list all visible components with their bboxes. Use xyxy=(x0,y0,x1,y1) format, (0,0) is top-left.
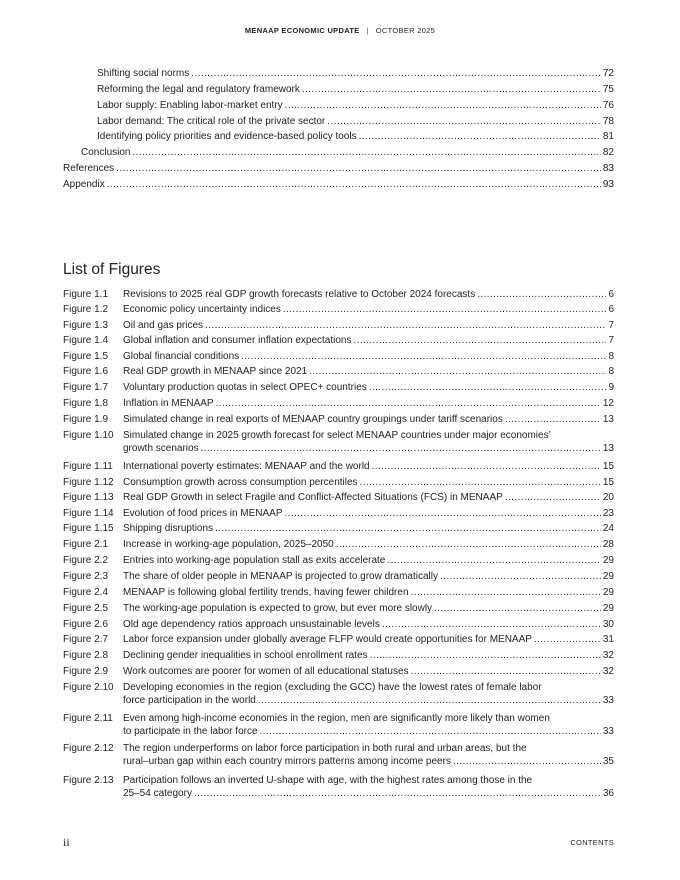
figure-entry[interactable] xyxy=(63,571,614,584)
figure-entry[interactable] xyxy=(63,366,614,379)
figure-label: Figure 2.8 xyxy=(63,650,109,661)
dot-leader xyxy=(258,695,601,708)
figure-label: Figure 1.1 xyxy=(63,289,109,300)
dot-leader xyxy=(132,147,600,159)
figure-page-number: 8 xyxy=(608,351,614,362)
figure-title: force participation in the world xyxy=(123,694,256,706)
figure-label: Figure 2.13 xyxy=(63,775,114,786)
figure-page-number: 9 xyxy=(608,382,614,393)
dot-leader xyxy=(411,587,601,600)
toc-entry[interactable] xyxy=(63,179,614,191)
dot-leader xyxy=(285,100,601,112)
toc-page-number: 83 xyxy=(602,163,614,174)
figure-label: Figure 1.2 xyxy=(63,304,109,315)
page-number: ii xyxy=(63,835,70,849)
figure-title: Real GDP growth in MENAAP since 2021 xyxy=(123,366,308,377)
toc-entry[interactable] xyxy=(97,116,614,128)
figure-label: Figure 1.3 xyxy=(63,320,109,331)
figure-page-number: 15 xyxy=(602,461,614,472)
figure-title: MENAAP is following global fertility trends, having fewer children xyxy=(123,587,409,598)
figure-entry[interactable] xyxy=(63,382,614,395)
figure-label: Figure 1.6 xyxy=(63,366,109,377)
dot-leader xyxy=(440,571,601,584)
figure-entry[interactable] xyxy=(63,634,614,647)
figure-title: Economic policy uncertainty indices xyxy=(123,304,281,315)
dot-leader xyxy=(201,443,601,456)
publication-date: OCTOBER 2025 xyxy=(375,26,436,35)
figure-entry[interactable] xyxy=(63,555,614,568)
toc-entry-title: Conclusion xyxy=(81,147,131,158)
dot-leader xyxy=(205,320,606,333)
figure-page-number: 29 xyxy=(602,555,614,566)
publication-title: MENAAP ECONOMIC UPDATE xyxy=(244,26,360,35)
toc-page-number: 78 xyxy=(602,116,614,127)
figure-entry[interactable] xyxy=(63,461,614,474)
figure-page-number: 29 xyxy=(602,603,614,614)
figure-page-number: 32 xyxy=(602,650,614,661)
toc-page-number: 72 xyxy=(602,68,614,79)
figure-title: Revisions to 2025 real GDP growth forecasts relative to October 2024 forecasts xyxy=(123,289,476,300)
figure-label: Figure 2.2 xyxy=(63,555,109,566)
figure-title: Increase in working-age population, 2025–2050 xyxy=(123,539,334,550)
figure-label: Figure 2.6 xyxy=(63,619,109,630)
figure-page-number: 7 xyxy=(608,335,614,346)
figure-entry[interactable] xyxy=(63,587,614,600)
dot-leader xyxy=(534,634,601,647)
figure-label: Figure 1.11 xyxy=(63,461,113,472)
figure-page-number: 23 xyxy=(602,508,614,519)
dot-leader xyxy=(387,555,601,568)
figure-label: Figure 1.14 xyxy=(63,508,114,519)
figure-label: Figure 2.5 xyxy=(63,603,109,614)
figure-label: Figure 2.3 xyxy=(63,571,109,582)
figure-entry[interactable] xyxy=(63,775,614,800)
figure-entry[interactable] xyxy=(63,398,614,411)
toc-entry[interactable] xyxy=(97,131,614,143)
figure-title: The working-age population is expected to grow, but ever more slowly xyxy=(123,603,433,614)
toc-entry[interactable] xyxy=(97,68,614,80)
figure-label: Figure 2.10 xyxy=(63,682,114,693)
figure-page-number: 32 xyxy=(602,666,614,677)
figure-page-number: 8 xyxy=(608,366,614,377)
dot-leader xyxy=(360,477,601,490)
figure-title: Even among high-income economies in the region, men are significantly more likely than women xyxy=(123,713,550,724)
figure-entry[interactable] xyxy=(63,603,614,616)
dot-leader xyxy=(505,414,601,427)
toc-entry-title: Shifting social norms xyxy=(97,68,190,79)
dot-leader xyxy=(194,788,601,801)
dot-leader xyxy=(216,398,601,411)
toc-entry-title: Appendix xyxy=(63,179,105,190)
running-header xyxy=(0,26,680,35)
dot-leader xyxy=(370,650,601,663)
figure-title: Real GDP Growth in select Fragile and Conflict-Affected Situations (FCS) in MENAAP xyxy=(123,492,503,503)
figure-entry[interactable] xyxy=(63,743,614,768)
figure-title: Oil and gas prices xyxy=(123,320,204,331)
figure-label: Figure 1.7 xyxy=(63,382,109,393)
dot-leader xyxy=(382,619,601,632)
toc-entry-title: Labor demand: The critical role of the private sector xyxy=(97,116,326,127)
dot-leader xyxy=(369,382,607,395)
figure-entry[interactable] xyxy=(63,320,614,333)
figure-page-number: 36 xyxy=(602,787,614,799)
figure-entry[interactable] xyxy=(63,351,614,364)
dot-leader xyxy=(372,461,601,474)
figure-page-number: 6 xyxy=(608,289,614,300)
dot-leader xyxy=(285,508,601,521)
figure-entry[interactable] xyxy=(63,619,614,632)
figure-label: Figure 2.12 xyxy=(63,743,114,754)
figure-title: Shipping disruptions xyxy=(123,523,214,534)
figure-page-number: 7 xyxy=(608,320,614,331)
figure-page-number: 33 xyxy=(602,725,614,737)
figure-entry[interactable] xyxy=(63,666,614,679)
toc-page-number: 81 xyxy=(602,131,614,142)
toc-entry-title: Identifying policy priorities and evidence-based policy tools xyxy=(97,131,357,142)
figure-entry[interactable] xyxy=(63,414,614,427)
figure-title: rural–urban gap within each country mirrors patterns among income peers xyxy=(123,755,451,767)
figure-entry[interactable] xyxy=(63,477,614,490)
toc-entry[interactable] xyxy=(81,147,614,159)
dot-leader xyxy=(477,289,606,302)
figure-page-number: 13 xyxy=(602,442,614,454)
dot-leader xyxy=(411,666,601,679)
figure-title: Developing economies in the region (excluding the GCC) have the lowest rates of female labor xyxy=(123,682,542,693)
figure-page-number: 24 xyxy=(602,523,614,534)
figure-label: Figure 2.7 xyxy=(63,634,109,645)
figure-entry[interactable] xyxy=(63,713,614,738)
figure-page-number: 13 xyxy=(602,414,614,425)
figure-entry[interactable] xyxy=(63,430,614,455)
figure-entry[interactable] xyxy=(63,539,614,552)
figure-label: Figure 2.4 xyxy=(63,587,109,598)
figure-label: Figure 2.11 xyxy=(63,713,113,724)
figure-label: Figure 1.5 xyxy=(63,351,109,362)
figure-entry[interactable] xyxy=(63,492,614,505)
figure-entry[interactable] xyxy=(63,335,614,348)
figure-page-number: 35 xyxy=(602,755,614,767)
figure-entry[interactable] xyxy=(63,523,614,536)
figure-page-number: 31 xyxy=(602,634,614,645)
figure-label: Figure 2.1 xyxy=(63,539,109,550)
dot-leader xyxy=(359,131,601,143)
dot-leader xyxy=(302,84,601,96)
dot-leader xyxy=(241,351,606,364)
toc-entry-title: Reforming the legal and regulatory framework xyxy=(97,84,300,95)
figure-entry[interactable] xyxy=(63,650,614,663)
figure-title: to participate in the labor force xyxy=(123,725,258,737)
toc-entry[interactable] xyxy=(97,84,614,96)
figure-title: Old age dependency ratios approach unsustainable levels xyxy=(123,619,380,630)
footer-section-label: CONTENTS xyxy=(570,838,614,847)
figure-title: Work outcomes are poorer for women of all educational statuses xyxy=(123,666,409,677)
figure-page-number: 6 xyxy=(608,304,614,315)
figure-title: Labor force expansion under globally average FLFP would create opportunities for MENAAP xyxy=(123,634,532,645)
dot-leader xyxy=(260,726,601,739)
dot-leader xyxy=(505,492,601,505)
figure-page-number: 30 xyxy=(602,619,614,630)
toc-entry[interactable] xyxy=(97,100,614,112)
figure-title: Entries into working-age population stall as exits accelerate xyxy=(123,555,386,566)
dot-leader xyxy=(309,366,606,379)
dot-leader xyxy=(107,179,601,191)
figure-label: Figure 1.10 xyxy=(63,430,114,441)
figure-title: The share of older people in MENAAP is projected to grow dramatically xyxy=(123,571,438,582)
dot-leader xyxy=(283,304,607,317)
list-of-figures-title: List of Figures xyxy=(63,260,161,278)
dot-leader xyxy=(336,539,601,552)
figure-label: Figure 1.12 xyxy=(63,477,114,488)
figure-title: 25–54 category xyxy=(123,787,192,799)
figure-label: Figure 1.13 xyxy=(63,492,114,503)
figure-title: Global financial conditions xyxy=(123,351,240,362)
figure-page-number: 28 xyxy=(602,539,614,550)
toc-entry[interactable] xyxy=(63,163,614,175)
toc-page-number: 76 xyxy=(602,100,614,111)
figure-page-number: 20 xyxy=(602,492,614,503)
dot-leader xyxy=(453,756,601,769)
figure-title: Participation follows an inverted U-shape with age, with the highest rates among those in the xyxy=(123,775,533,786)
figure-entry[interactable] xyxy=(63,289,614,302)
toc-entry-title: References xyxy=(63,163,115,174)
header-separator: | xyxy=(366,26,369,35)
figure-title: growth scenarios xyxy=(123,442,199,454)
figure-title: International poverty estimates: MENAAP and the world xyxy=(123,461,370,472)
figure-title: Voluntary production quotas in select OPEC+ countries xyxy=(123,382,367,393)
figure-title: Simulated change in real exports of MENAAP country groupings under tariff scenarios xyxy=(123,414,503,425)
figure-title: Global inflation and consumer inflation expectations xyxy=(123,335,352,346)
figure-page-number: 29 xyxy=(602,571,614,582)
figure-label: Figure 1.8 xyxy=(63,398,109,409)
figure-page-number: 29 xyxy=(602,587,614,598)
figure-label: Figure 1.4 xyxy=(63,335,109,346)
toc-entry-title: Labor supply: Enabling labor-market entry xyxy=(97,100,283,111)
dot-leader xyxy=(353,335,606,348)
toc-page-number: 75 xyxy=(602,84,614,95)
figure-entry[interactable] xyxy=(63,304,614,317)
figure-page-number: 12 xyxy=(602,398,614,409)
figure-label: Figure 1.15 xyxy=(63,523,114,534)
figure-title: Inflation in MENAAP xyxy=(123,398,214,409)
dot-leader xyxy=(116,163,601,175)
figure-label: Figure 2.9 xyxy=(63,666,109,677)
toc-page-number: 82 xyxy=(602,147,614,158)
figure-title: Declining gender inequalities in school enrollment rates xyxy=(123,650,368,661)
figure-page-number: 15 xyxy=(602,477,614,488)
dot-leader xyxy=(215,523,601,536)
figure-page-number: 33 xyxy=(602,694,614,706)
figure-entry[interactable] xyxy=(63,682,614,707)
dot-leader xyxy=(191,68,601,80)
figure-label: Figure 1.9 xyxy=(63,414,109,425)
figure-title: The region underperforms on labor force participation in both rural and urban areas, but the xyxy=(123,743,527,754)
figure-entry[interactable] xyxy=(63,508,614,521)
figure-title: Evolution of food prices in MENAAP xyxy=(123,508,283,519)
figure-title: Consumption growth across consumption percentiles xyxy=(123,477,358,488)
toc-page-number: 93 xyxy=(602,179,614,190)
dot-leader xyxy=(434,603,601,616)
dot-leader xyxy=(327,116,601,128)
figure-title: Simulated change in 2025 growth forecast for select MENAAP countries under major economies’ xyxy=(123,430,551,441)
